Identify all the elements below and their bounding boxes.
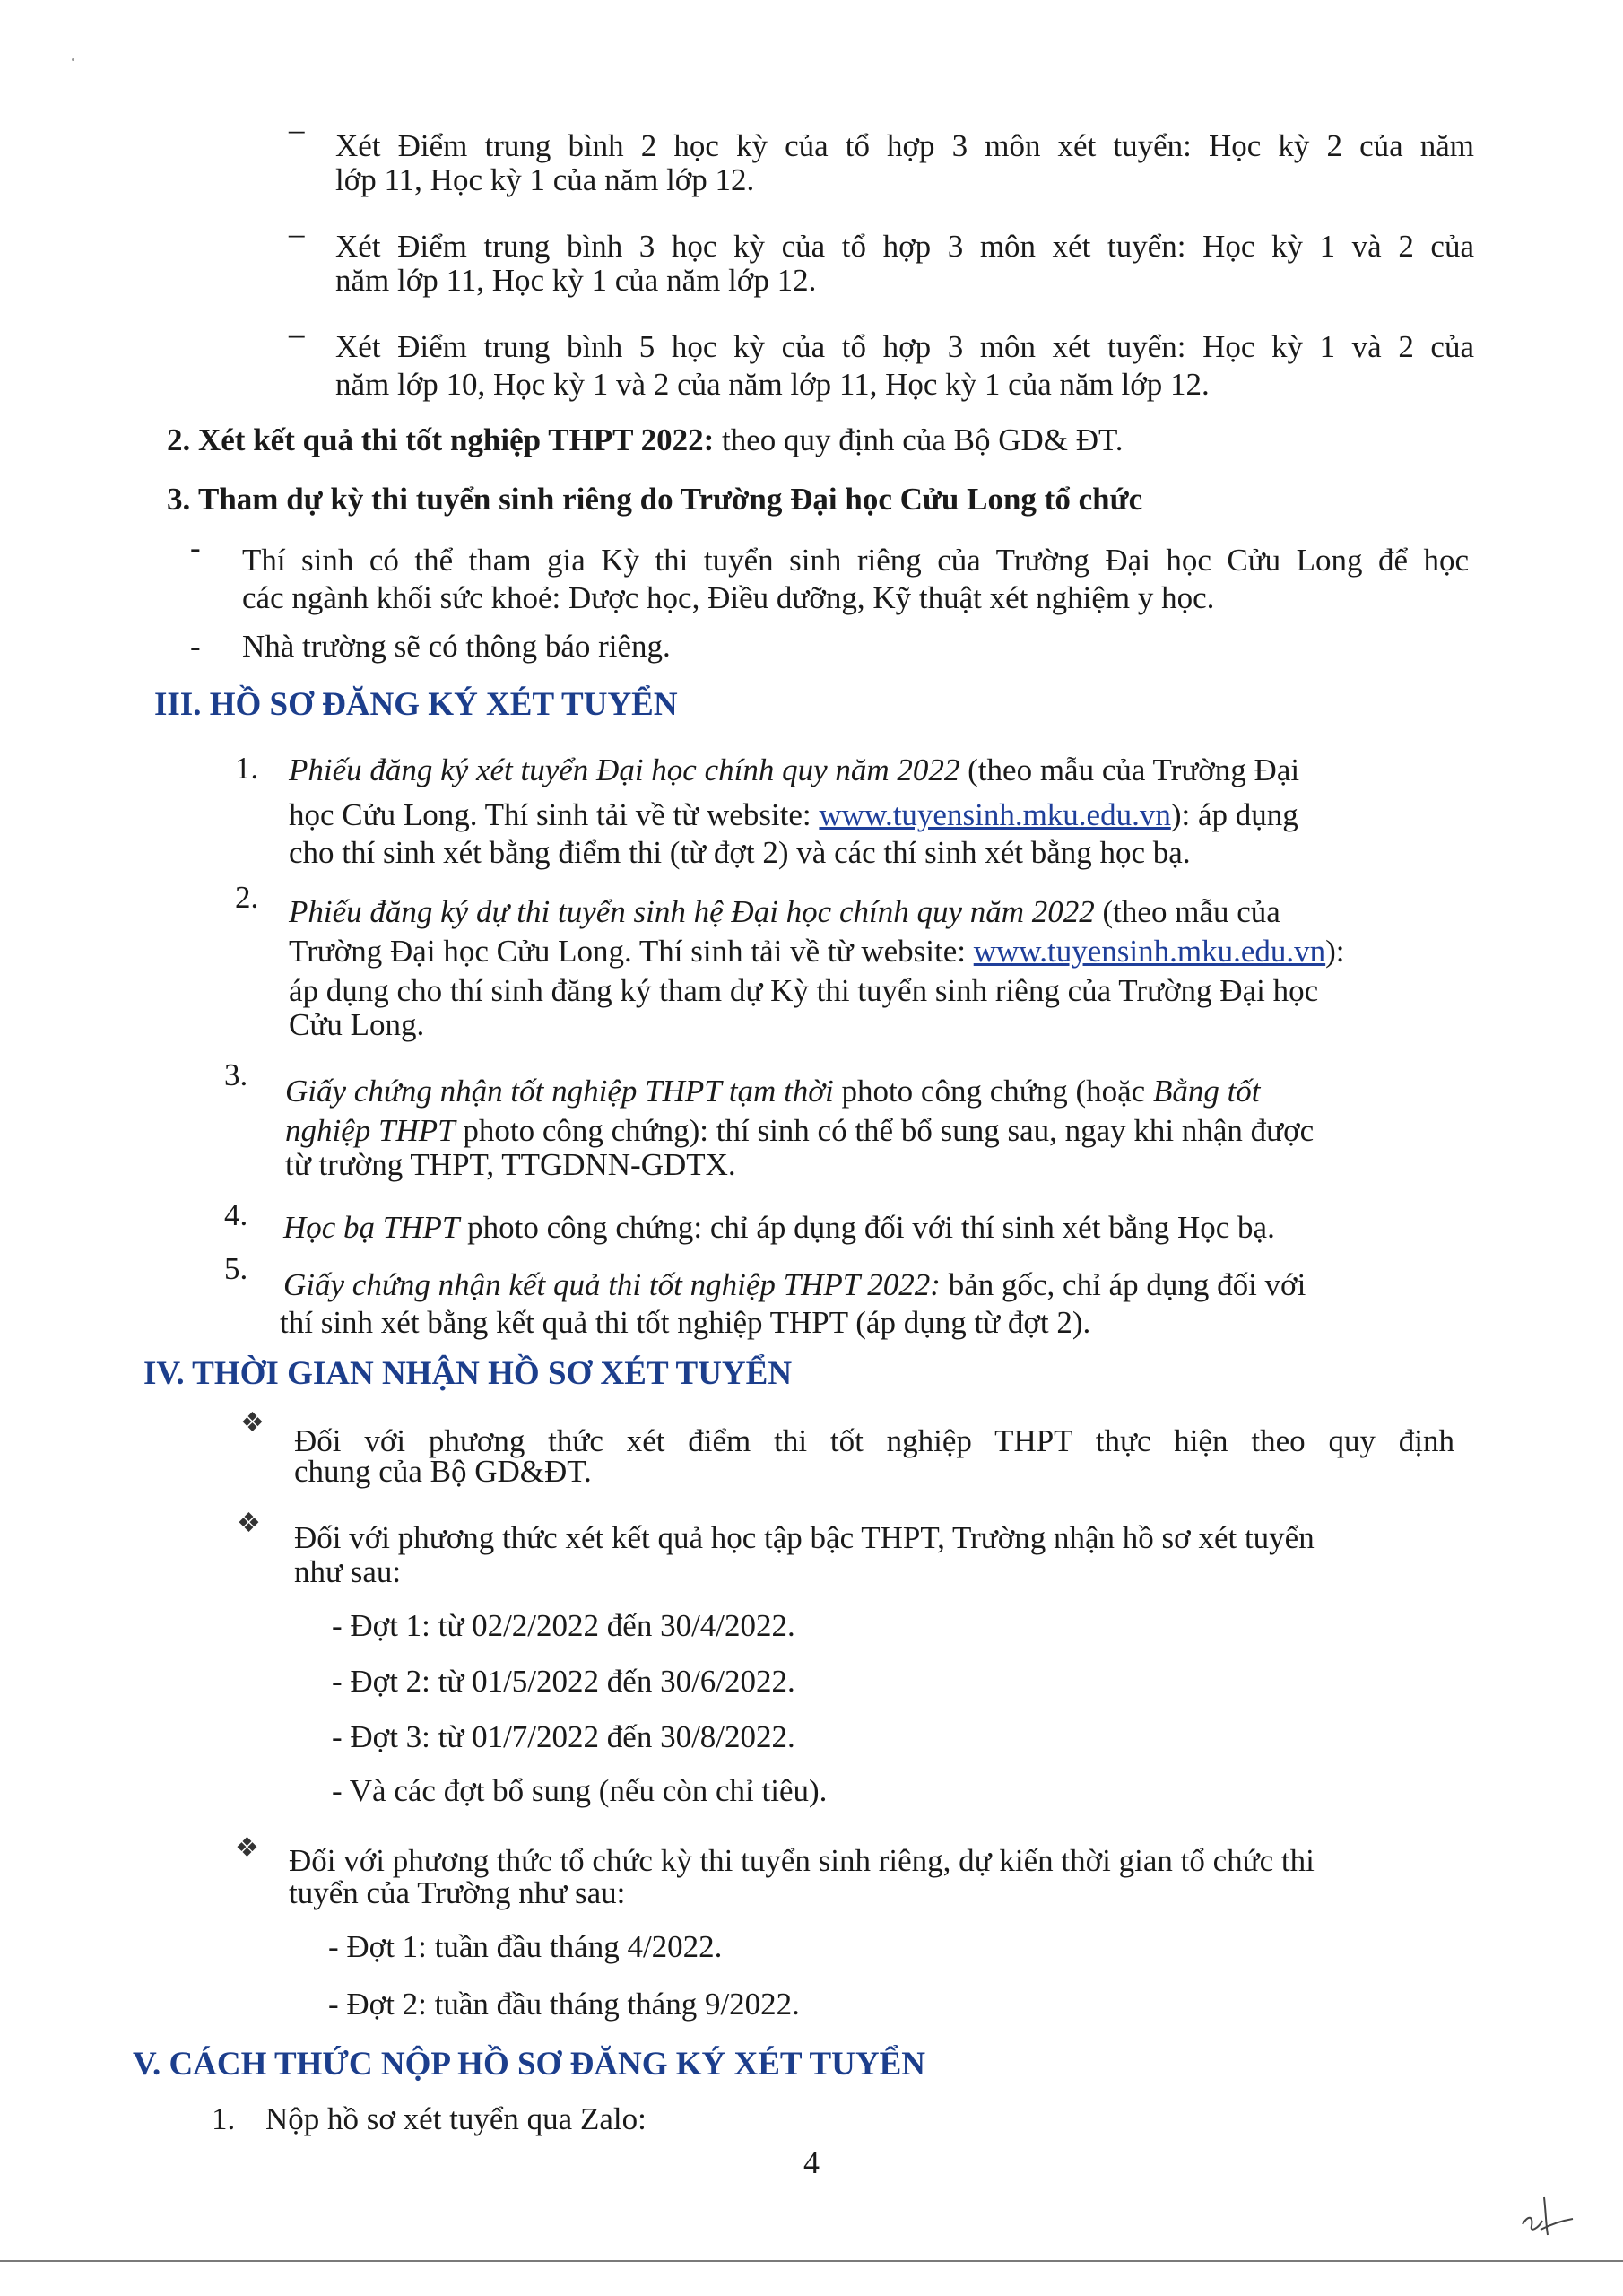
doc-text: (theo mẫu của Trường Đại [959, 752, 1300, 787]
doc-item-line [283, 1209, 1275, 1247]
method-title: Tham dự kỳ thi tuyển sinh riêng do Trường Đại học Cửu Long tổ chức [198, 482, 1143, 517]
section-heading: IV. THỜI GIAN NHẬN HỒ SƠ XÉT TUYỂN [143, 1355, 793, 1392]
doc-title: Bằng tốt [1152, 1074, 1261, 1109]
bullet-line: Xét Điểm trung bình 3 học kỳ của tổ hợp 3 môn xét tuyển: Học kỳ 1 và 2 của [335, 229, 1474, 264]
round-line: - Đợt 1: tuần đầu tháng 4/2022. [328, 1929, 723, 1964]
website-link[interactable]: www.tuyensinh.mku.edu.vn [819, 797, 1171, 832]
doc-item-line [289, 752, 1299, 789]
item-number: 4. [224, 1197, 248, 1232]
doc-text: photo công chứng (hoặc [833, 1074, 1153, 1109]
doc-item-line: cho thí sinh xét bằng điểm thi (từ đợt 2) và các thí sinh xét bằng học bạ. [289, 835, 1191, 870]
diamond-line: Đối với phương thức tổ chức kỳ thi tuyển sinh riêng, dự kiến thời gian tổ chức thi [289, 1843, 1315, 1878]
bullet-mark: - [190, 530, 201, 565]
doc-item-line [289, 933, 1345, 970]
section-heading: III. HỒ SƠ ĐĂNG KÝ XÉT TUYỂN [154, 686, 678, 723]
item-number: 3. [224, 1057, 248, 1092]
doc-item-line: Cửu Long. [289, 1007, 425, 1042]
scan-speck [72, 58, 74, 61]
diamond-line: như sau: [294, 1554, 402, 1589]
doc-text: học Cửu Long. Thí sinh tải về từ website: [289, 797, 820, 832]
round-line: - Đợt 2: từ 01/5/2022 đến 30/6/2022. [332, 1664, 795, 1699]
bullet-line: năm lớp 11, Học kỳ 1 của năm lớp 12. [335, 263, 817, 298]
item-number: 1. [235, 751, 259, 786]
round-line: - Đợt 3: từ 01/7/2022 đến 30/8/2022. [332, 1719, 795, 1754]
item-number: 2. [167, 422, 191, 457]
doc-item-line: Nộp hồ sơ xét tuyển qua Zalo: [265, 2101, 647, 2136]
bullet-line: lớp 11, Học kỳ 1 của năm lớp 12. [335, 162, 755, 197]
item-number: 5. [224, 1251, 248, 1286]
item-number: 1. [212, 2101, 236, 2136]
doc-title: Giấy chứng nhận kết quả thi tốt nghiệp THPT 2022: [283, 1267, 941, 1302]
doc-item-line [289, 893, 1280, 931]
diamond-bullet-icon: ❖ [237, 1509, 261, 1538]
doc-title: Phiếu đăng ký dự thi tuyển sinh hệ Đại học chính quy năm 2022 [289, 894, 1095, 929]
doc-item-line: thí sinh xét bằng kết quả thi tốt nghiệp THPT (áp dụng từ đợt 2). [280, 1305, 1091, 1340]
bullet-line: các ngành khối sức khoẻ: Dược học, Điều dưỡng, Kỹ thuật xét nghiệm y học. [242, 580, 1215, 615]
doc-item-line: áp dụng cho thí sinh đăng ký tham dự Kỳ thi tuyển sinh riêng của Trường Đại học [289, 973, 1319, 1008]
bullet-line: Nhà trường sẽ có thông báo riêng. [242, 629, 671, 664]
doc-item-line: từ trường THPT, TTGDNN-GDTX. [285, 1147, 736, 1182]
diamond-line: tuyển của Trường như sau: [289, 1875, 626, 1910]
bullet-mark: - [190, 629, 201, 664]
doc-item-line [285, 1112, 1314, 1150]
round-line: - Đợt 2: tuần đầu tháng tháng 9/2022. [328, 1987, 800, 2022]
method-text: theo quy định của Bộ GD& ĐT. [722, 422, 1124, 457]
item-number: 2. [235, 880, 259, 915]
diamond-bullet-icon: ❖ [235, 1833, 259, 1863]
doc-title: Giấy chứng nhận tốt nghiệp THPT tạm thời [285, 1074, 834, 1109]
bullet-line: Xét Điểm trung bình 2 học kỳ của tổ hợp 3 môn xét tuyển: Học kỳ 2 của năm [335, 128, 1474, 163]
diamond-line: chung của Bộ GD&ĐT. [294, 1454, 592, 1489]
item-number: 3. [167, 482, 191, 517]
doc-text: Trường Đại học Cửu Long. Thí sinh tải về từ website: [289, 934, 974, 969]
bullet-line: Thí sinh có thể tham gia Kỳ thi tuyển sinh riêng của Trường Đại học Cửu Long để học [242, 543, 1469, 578]
diamond-line: Đối với phương thức xét kết quả học tập bậc THPT, Trường nhận hồ sơ xét tuyển [294, 1520, 1315, 1555]
doc-title: Phiếu đăng ký xét tuyển Đại học chính quy năm 2022 [289, 752, 960, 787]
round-line: - Đợt 1: từ 02/2/2022 đến 30/4/2022. [332, 1608, 795, 1643]
bullet-mark: – [289, 112, 305, 147]
bullet-mark: – [289, 216, 305, 251]
round-line: - Và các đợt bổ sung (nếu còn chỉ tiêu). [332, 1773, 828, 1808]
diamond-bullet-icon: ❖ [240, 1408, 265, 1438]
bullet-mark: – [289, 317, 305, 352]
initials-signature-icon [1515, 2188, 1578, 2242]
doc-text: (theo mẫu của [1094, 894, 1280, 929]
section-heading: V. CÁCH THỨC NỘP HỒ SƠ ĐĂNG KÝ XÉT TUYỂN [133, 2046, 926, 2083]
doc-text: bản gốc, chỉ áp dụng đối với [940, 1267, 1306, 1302]
method-item-3 [167, 481, 1142, 518]
doc-title: nghiệp THPT [285, 1113, 456, 1148]
doc-item-line [283, 1266, 1306, 1304]
bullet-line: Xét Điểm trung bình 5 học kỳ của tổ hợp 3 môn xét tuyển: Học kỳ 1 và 2 của [335, 329, 1474, 364]
method-item-2 [167, 422, 1124, 459]
bullet-line: năm lớp 10, Học kỳ 1 và 2 của năm lớp 11, Học kỳ 1 của năm lớp 12. [335, 367, 1210, 402]
doc-text: photo công chứng): thí sinh có thể bổ sung sau, ngay khi nhận được [455, 1113, 1315, 1148]
doc-text: ): áp dụng [1170, 797, 1298, 832]
website-link[interactable]: www.tuyensinh.mku.edu.vn [973, 934, 1326, 969]
footer-rule [0, 2260, 1623, 2262]
doc-item-line [285, 1073, 1261, 1110]
doc-text: photo công chứng: chỉ áp dụng đối với thí sinh xét bằng Học bạ. [459, 1210, 1275, 1245]
doc-item-line [289, 796, 1298, 834]
page-number: 4 [803, 2144, 820, 2180]
doc-title: Học bạ THPT [283, 1210, 460, 1245]
method-title: Xét kết quả thi tốt nghiệp THPT 2022: [198, 422, 715, 457]
diamond-line: Đối với phương thức xét điểm thi tốt nghiệp THPT thực hiện theo quy định [294, 1423, 1454, 1458]
doc-text: ): [1325, 934, 1345, 969]
